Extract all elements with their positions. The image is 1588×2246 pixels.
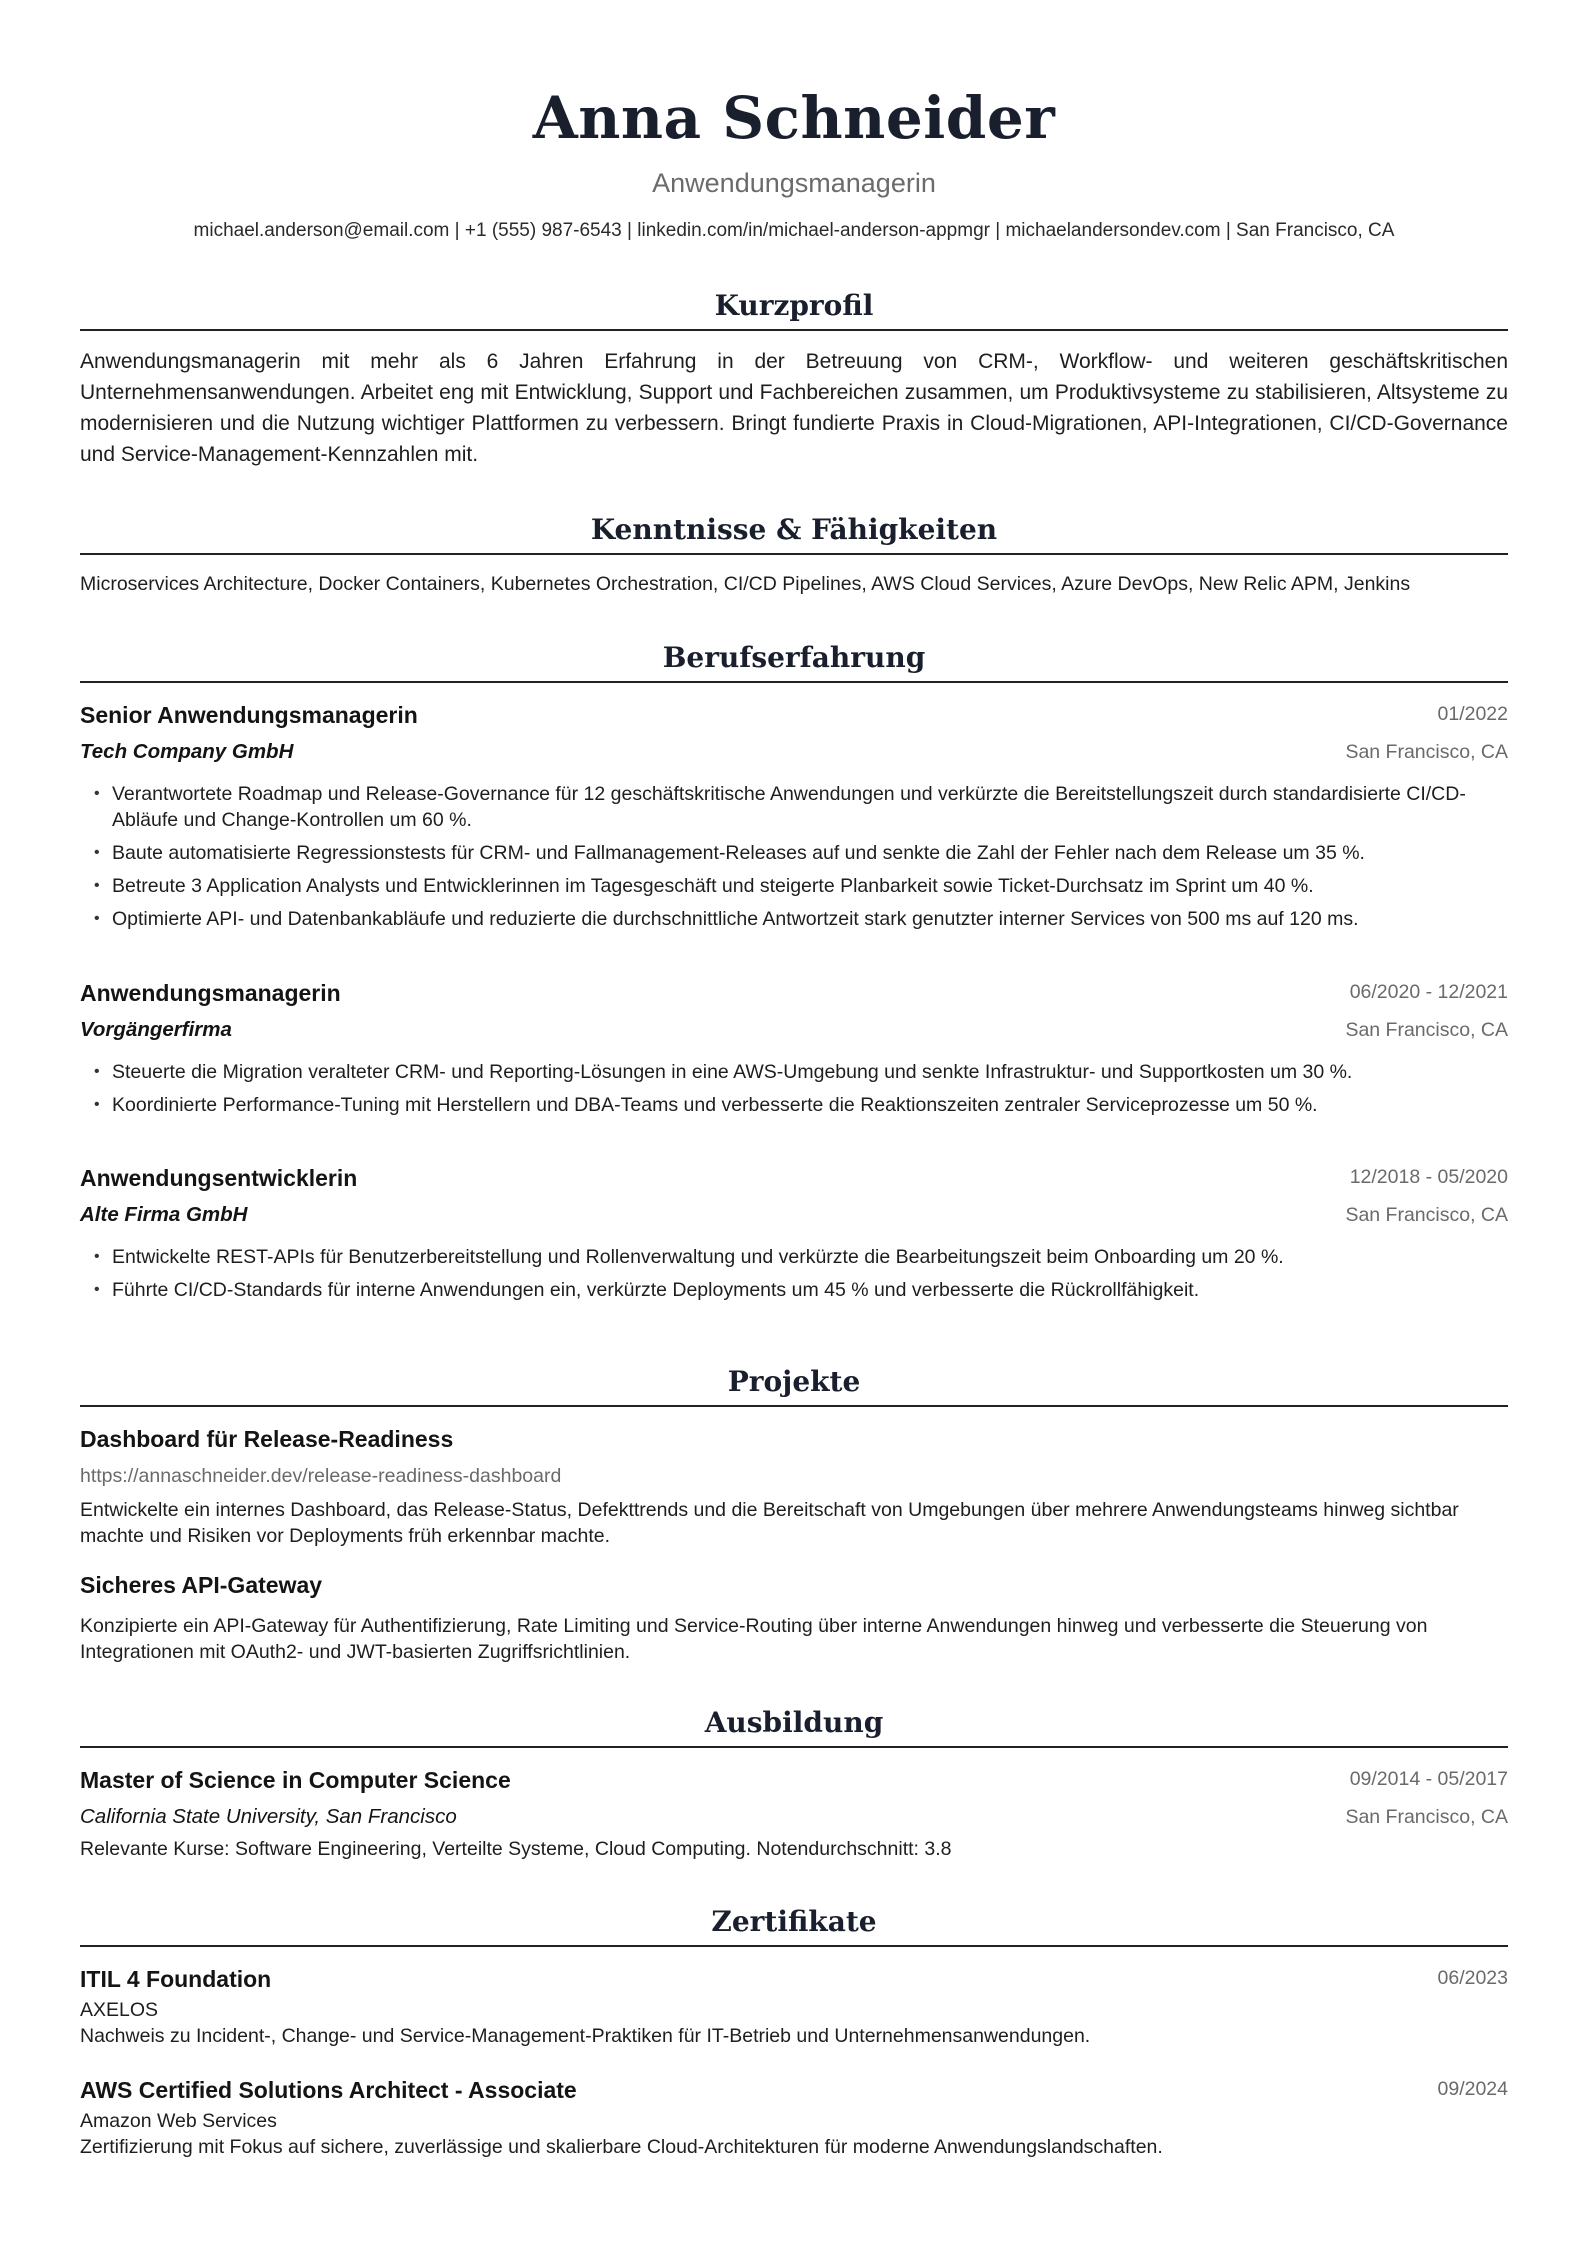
job-bullets (80, 1059, 1508, 1125)
section-heading-certificates: Zertifikate (711, 1905, 877, 1938)
education-location: San Francisco, CA (1345, 1806, 1508, 1828)
bullet-item: • Betreute 3 Application Analysts und Entwicklerinnen im Tagesgeschäft und steigerte Planbarkeit sowie Ticket-Durchsatz im Sprint um 40 %. (80, 873, 1508, 899)
job-dates: 12/2018 - 05/2020 (1349, 1166, 1508, 1188)
bullet-item: • Führte CI/CD-Standards für interne Anwendungen ein, verkürzte Deployments um 45 % und verbesserte die Rückrollfähigkeit. (80, 1277, 1508, 1303)
bullet-item: • Entwickelte REST-APIs für Benutzerbereitstellung und Rollenverwaltung und verkürzte die Bearbeitungszeit beim Onboarding um 20 %. (80, 1244, 1508, 1270)
summary-text: Anwendungsmanagerin mit mehr als 6 Jahren Erfahrung in der Betreuung von CRM-, Workflow- und weiteren geschäftskritischen Unternehmensanwendungen. Arbeitet eng mit Entwicklung, Support und Fachbereichen zusammen, um Produktivsysteme zu stabilisieren, Altsysteme zu modernisieren und die Nutzung wichtiger Plattformen zu verbessern. Bringt fundierte Praxis in Cloud-Migrationen, API-Integrationen, CI/CD-Governance und Service-Management-Kennzahlen mit. (80, 350, 1508, 466)
bullet-item: • Steuerte die Migration veralteter CRM- und Reporting-Lösungen in eine AWS-Umgebung und senkte Infrastruktur- und Supportkosten um 30 %. (80, 1059, 1508, 1085)
job-dates: 01/2022 (1437, 703, 1508, 725)
contact-line: michael.anderson@email.com | +1 (555) 987-6543 | linkedin.com/in/michael-anderson-appmgr | michaelandersondev.com | San Francisco, CA (193, 220, 1395, 241)
certificate-date: 09/2024 (1437, 2078, 1508, 2100)
candidate-role: Anwendungsmanagerin (652, 168, 936, 198)
job-location: San Francisco, CA (1345, 1204, 1508, 1226)
job-location: San Francisco, CA (1345, 741, 1508, 763)
skills-text: Microservices Architecture, Docker Containers, Kubernetes Orchestration, CI/CD Pipelines, AWS Cloud Services, Azure DevOps, New Relic APM, Jenkins (80, 573, 1411, 595)
candidate-name: Anna Schneider (532, 84, 1056, 152)
job-title: Senior Anwendungsmanagerin (80, 702, 418, 728)
section-heading-education: Ausbildung (704, 1706, 884, 1739)
section-divider (80, 1405, 1508, 1407)
section-heading-skills: Kenntnisse & Fähigkeiten (590, 513, 998, 546)
section-heading-projects: Projekte (727, 1365, 861, 1398)
degree-title: Master of Science in Computer Science (80, 1767, 511, 1793)
education-details: Relevante Kurse: Software Engineering, Verteilte Systeme, Cloud Computing. Notendurchschnitt: 3.8 (80, 1838, 952, 1860)
job-location: San Francisco, CA (1345, 1019, 1508, 1041)
job-company: Tech Company GmbH (80, 740, 294, 763)
section-heading-experience: Berufserfahrung (662, 641, 926, 674)
bullet-item: • Optimierte API- und Datenbankabläufe und reduzierte die durchschnittliche Antwortzeit stark genutzter interner Services von 500 ms auf 120 ms. (80, 906, 1508, 932)
section-divider (80, 1746, 1508, 1748)
job-title: Anwendungsentwicklerin (80, 1165, 358, 1191)
project-description: Entwickelte ein internes Dashboard, das Release-Status, Defekttrends und die Bereitschaft von Umgebungen über mehrere Anwendungsteams hinweg sichtbar machte und Risiken vor Deployments früh erkennbar machte. (80, 1499, 1459, 1547)
education-dates: 09/2014 - 05/2017 (1349, 1768, 1508, 1790)
job-company: Alte Firma GmbH (80, 1203, 248, 1226)
school-name: California State University, San Francisco (80, 1805, 457, 1828)
section-divider (80, 681, 1508, 683)
certificate-description: Zertifizierung mit Fokus auf sichere, zuverlässige und skalierbare Cloud-Architekturen für moderne Anwendungslandschaften. (80, 2136, 1163, 2158)
project-link[interactable]: https://annaschneider.dev/release-readiness-dashboard (80, 1465, 562, 1487)
project-description: Konzipierte ein API-Gateway für Authentifizierung, Rate Limiting und Service-Routing über interne Anwendungen hinweg und verbesserte die Steuerung von Integrationen mit OAuth2- und JWT-basierten Zugriffsrichtlinien. (80, 1615, 1428, 1663)
bullet-item: • Verantwortete Roadmap und Release-Governance für 12 geschäftskritische Anwendungen und verkürzte die Bereitstellungszeit durch standardisierte CI/CD-Abläufe und Change-Kontrollen um 60 %. (80, 781, 1508, 833)
job-bullets (80, 781, 1508, 939)
certificate-date: 06/2023 (1437, 1967, 1508, 1989)
job-dates: 06/2020 - 12/2021 (1349, 981, 1508, 1003)
bullet-item: • Baute automatisierte Regressionstests für CRM- und Fallmanagement-Releases auf und senkte die Zahl der Fehler nach dem Release um 35 %. (80, 840, 1508, 866)
certificate-title: ITIL 4 Foundation (80, 1966, 272, 1992)
section-divider (80, 329, 1508, 331)
project-title: Dashboard für Release-Readiness (80, 1426, 454, 1452)
project-title: Sicheres API-Gateway (80, 1572, 323, 1598)
job-title: Anwendungsmanagerin (80, 980, 341, 1006)
certificate-issuer: AXELOS (80, 1999, 159, 2021)
certificate-issuer: Amazon Web Services (80, 2110, 277, 2132)
section-heading-summary: Kurzprofil (714, 289, 874, 322)
certificate-description: Nachweis zu Incident-, Change- und Service-Management-Praktiken für IT-Betrieb und Unternehmensanwendungen. (80, 2025, 1091, 2047)
section-divider (80, 553, 1508, 555)
bullet-item: • Koordinierte Performance-Tuning mit Herstellern und DBA-Teams und verbesserte die Reaktionszeiten zentraler Serviceprozesse um 50 %. (80, 1092, 1508, 1118)
job-company: Vorgängerfirma (80, 1018, 232, 1041)
job-bullets (80, 1244, 1508, 1310)
section-divider (80, 1945, 1508, 1947)
certificate-title: AWS Certified Solutions Architect - Associate (80, 2077, 577, 2103)
